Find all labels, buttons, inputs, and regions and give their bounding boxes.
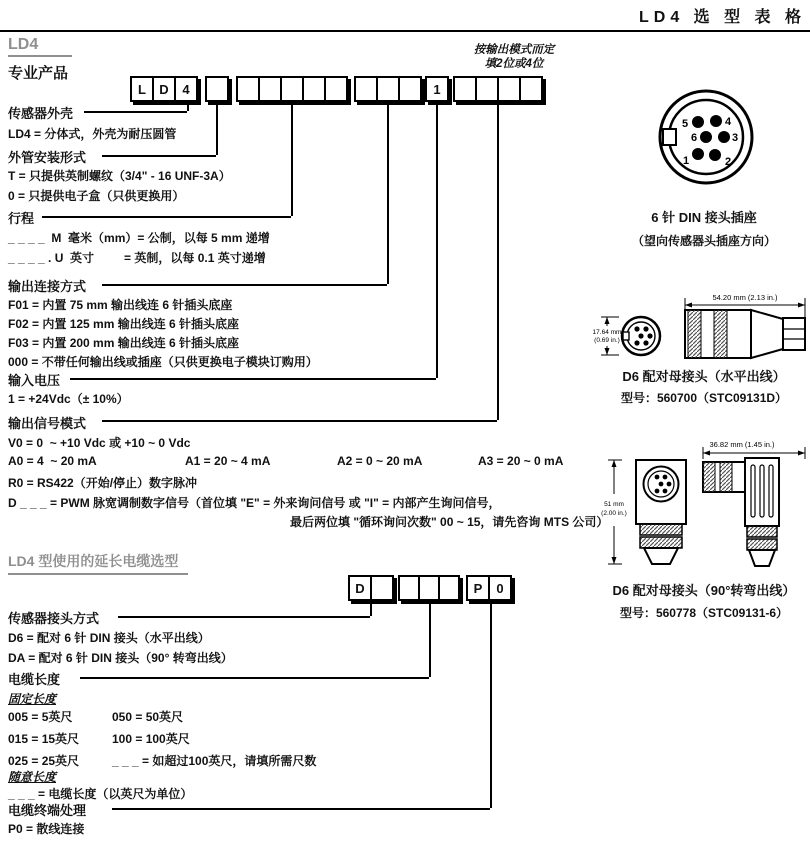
code-group-stroke bbox=[236, 76, 348, 102]
field-title-input-voltage: 输入电压 bbox=[8, 373, 61, 388]
field-title-cable-length: 电缆长度 bbox=[8, 672, 61, 687]
leader-line bbox=[80, 677, 429, 679]
leader-line bbox=[102, 420, 497, 422]
code-cell: L bbox=[138, 81, 146, 97]
leader-line bbox=[436, 102, 438, 378]
pin bbox=[634, 340, 639, 345]
pin bbox=[634, 326, 639, 331]
d6-angle-caption: D6 配对母接头（90°转弯出线） bbox=[612, 583, 796, 598]
code-cell bbox=[519, 78, 541, 100]
field-title-stroke: 行程 bbox=[8, 211, 35, 226]
leader-line bbox=[102, 155, 216, 157]
pin bbox=[718, 131, 730, 143]
leader-line bbox=[497, 102, 499, 420]
pin bbox=[643, 326, 648, 331]
subheading-fixed-length: 固定长度 bbox=[8, 692, 57, 706]
code-cell bbox=[370, 577, 392, 599]
box-note-line2: 填2位或4位 bbox=[484, 58, 544, 70]
din-socket-caption2: （望向传感器头插座方向） bbox=[631, 234, 776, 248]
header-rule bbox=[0, 30, 810, 32]
d6-angle-diagram bbox=[598, 438, 810, 570]
field-line: LD4 = 分体式，外壳为耐压圆管 bbox=[8, 127, 177, 141]
field-line: _ _ _ _ M 毫米（mm）= 公制，以每 5 mm 递增 bbox=[8, 231, 270, 245]
knurl-band bbox=[640, 537, 682, 548]
code-cell: 1 bbox=[433, 81, 441, 97]
dim-arrow bbox=[685, 303, 692, 308]
field-line: F03 = 内置 200 mm 输出线连 6 针插头底座 bbox=[8, 336, 240, 350]
leader-line bbox=[118, 616, 370, 618]
code-cell bbox=[497, 78, 519, 100]
code-cell bbox=[376, 78, 398, 100]
pin bbox=[659, 482, 664, 487]
pin bbox=[692, 116, 704, 128]
pin bbox=[663, 475, 668, 480]
field-line: V0 = 0 ~ +10 Vdc 或 +10 ~ 0 Vdc bbox=[8, 436, 191, 450]
subheading-custom-length: 随意长度 bbox=[8, 770, 57, 784]
field-line: DA = 配对 6 针 DIN 接头（90° 转弯出线） bbox=[8, 651, 233, 665]
dim-width-label: 36.82 mm (1.45 in.) bbox=[709, 440, 775, 449]
code-cell bbox=[324, 78, 346, 100]
code-group-cable-length bbox=[398, 575, 460, 601]
leader-line bbox=[370, 601, 372, 616]
knurl-band bbox=[714, 310, 727, 358]
code-cell: D bbox=[355, 580, 365, 596]
cable-end bbox=[783, 318, 805, 350]
keyway-notch bbox=[623, 332, 629, 340]
leader-line bbox=[112, 808, 490, 810]
leader-line bbox=[187, 102, 189, 111]
field-line: T = 只提供英制螺纹（3/4" - 16 UNF-3A） bbox=[8, 169, 231, 183]
section-tag-ld4: LD4 bbox=[8, 36, 72, 57]
field-line-analog: A3 = 20 ~ 0 mA bbox=[478, 454, 564, 468]
field-title-housing: 传感器外壳 bbox=[8, 106, 74, 121]
cable-length-option: 050 = 50英尺 bbox=[112, 710, 184, 724]
code-cell: P bbox=[473, 580, 483, 596]
body-groove bbox=[769, 465, 773, 517]
pin bbox=[710, 115, 722, 127]
field-title-mounting: 外管安装形式 bbox=[8, 150, 87, 165]
leader-line bbox=[102, 284, 387, 286]
pin bbox=[709, 149, 721, 161]
dim-height-label2: (2.00 in.) bbox=[601, 510, 627, 517]
pin bbox=[700, 131, 712, 143]
code-cell bbox=[207, 78, 227, 100]
field-line: 000 = 不带任何输出线或插座（只供更换电子模块订购用） bbox=[8, 355, 318, 369]
code-cell bbox=[400, 577, 418, 599]
code-cell bbox=[302, 78, 324, 100]
field-line: 0 = 只提供电子盒（只供更换用） bbox=[8, 189, 185, 203]
section-heading-cable: LD4 型使用的延长电缆选型 bbox=[8, 551, 188, 575]
body-taper bbox=[751, 310, 783, 358]
d6-straight-caption: D6 配对母接头（水平出线） bbox=[622, 369, 786, 384]
leader-line bbox=[490, 601, 492, 808]
code-cell bbox=[475, 78, 497, 100]
code-group-cable-termination bbox=[466, 575, 512, 601]
knurl-band bbox=[747, 539, 777, 550]
field-line: D _ _ _ = PWM 脉宽调制数字信号（首位填 "E" = 外来询问信号 或 "I" = 内部产生询问信号， bbox=[8, 496, 501, 510]
code-group-signal bbox=[453, 76, 543, 102]
cable-length-option: 100 = 100英尺 bbox=[112, 732, 190, 746]
body-taper bbox=[749, 550, 775, 566]
dim-arrow bbox=[605, 348, 610, 355]
body-groove bbox=[760, 465, 764, 517]
pin bbox=[647, 333, 652, 338]
leader-line bbox=[216, 102, 218, 155]
code-cell bbox=[455, 78, 475, 100]
code-cell: D bbox=[152, 78, 174, 100]
field-line: F01 = 内置 75 mm 输出线连 6 针插头底座 bbox=[8, 298, 233, 312]
code-cell bbox=[238, 78, 258, 100]
d6-angle-model: 型号：560778（STC09131-6） bbox=[619, 606, 789, 620]
pin bbox=[655, 489, 660, 494]
cable-length-option: 005 = 5英尺 bbox=[8, 710, 73, 724]
field-title-termination: 电缆终端处理 bbox=[8, 803, 87, 818]
code-cell: 4 bbox=[174, 78, 196, 100]
field-line: R0 = RS422（开始/停止）数字脉冲 bbox=[8, 476, 198, 490]
code-cell bbox=[438, 577, 458, 599]
knurl-band bbox=[720, 462, 732, 492]
dim-arrow bbox=[703, 451, 710, 456]
body-taper bbox=[644, 548, 678, 564]
pin-label: 4 bbox=[724, 116, 732, 128]
knurl-band bbox=[640, 524, 682, 535]
box-note-line1: 按输出模式而定 bbox=[473, 44, 555, 56]
field-line-analog: A0 = 4 ~ 20 mA bbox=[8, 454, 97, 468]
field-line: _ _ _ _ . U 英寸 = 英制，以每 0.1 英寸递增 bbox=[8, 251, 266, 265]
dim-height-label1: 51 mm bbox=[604, 501, 624, 508]
pin-label: 1 bbox=[682, 155, 690, 167]
dim-width-label: 54.20 mm (2.13 in.) bbox=[712, 293, 778, 302]
dim-arrow bbox=[798, 451, 805, 456]
box-note bbox=[448, 43, 580, 71]
dim-height-label1: 17.64 mm bbox=[592, 329, 622, 336]
din-socket-diagram bbox=[628, 80, 788, 195]
din-socket-caption: 6 针 DIN 接头插座 bbox=[651, 210, 757, 225]
cable-length-option: 025 = 25英尺 bbox=[8, 754, 80, 768]
field-line: P0 = 散线连接 bbox=[8, 822, 85, 836]
dim-arrow bbox=[605, 317, 610, 324]
field-title-output-signal: 输出信号模式 bbox=[8, 416, 87, 431]
pin-label: 3 bbox=[731, 132, 739, 144]
code-group-model bbox=[130, 76, 198, 102]
field-line: F02 = 内置 125 mm 输出线连 6 针插头底座 bbox=[8, 317, 240, 331]
leader-line bbox=[429, 601, 431, 677]
code-cell bbox=[356, 78, 376, 100]
code-cell bbox=[418, 577, 438, 599]
code-group-voltage bbox=[425, 76, 449, 102]
page-title: LD4 选 型 表 格 bbox=[638, 9, 806, 26]
dim-arrow bbox=[612, 460, 617, 467]
pin bbox=[655, 475, 660, 480]
leader-line bbox=[42, 216, 291, 218]
field-line-analog: A1 = 20 ~ 4 mA bbox=[185, 454, 271, 468]
code-group-mounting bbox=[205, 76, 229, 102]
dim-height-label2: (0.69 in.) bbox=[594, 337, 620, 344]
knurl-band bbox=[747, 526, 777, 537]
pin bbox=[663, 489, 668, 494]
field-title-connector-type: 传感器接头方式 bbox=[8, 611, 100, 626]
cable-length-option: 015 = 15英尺 bbox=[8, 732, 80, 746]
body-groove bbox=[751, 465, 755, 517]
pin bbox=[643, 340, 648, 345]
d6-straight-diagram bbox=[593, 292, 810, 364]
field-line: 1 = +24Vdc（± 10%） bbox=[8, 392, 129, 406]
leader-line bbox=[291, 102, 293, 216]
code-cell bbox=[258, 78, 280, 100]
pin-label: 2 bbox=[724, 156, 732, 168]
cable-length-option: _ _ _ = 如超过100英尺，请填所需尺数 bbox=[112, 754, 317, 768]
knurl-band bbox=[703, 462, 715, 492]
leader-line bbox=[70, 378, 436, 380]
code-cell bbox=[398, 78, 420, 100]
leader-line bbox=[84, 111, 187, 113]
pin bbox=[692, 148, 704, 160]
code-group-output-connection bbox=[354, 76, 422, 102]
pin-label: 5 bbox=[681, 118, 689, 130]
field-line: _ _ _ = 电缆长度（以英尺为单位） bbox=[8, 787, 193, 801]
dim-arrow bbox=[612, 557, 617, 564]
field-line-analog: A2 = 0 ~ 20 mA bbox=[337, 454, 423, 468]
code-cell bbox=[280, 78, 302, 100]
code-group-cable-connector bbox=[348, 575, 394, 601]
field-line: D6 = 配对 6 针 DIN 接头（水平出线） bbox=[8, 631, 210, 645]
knurl-band bbox=[688, 310, 701, 358]
pin bbox=[667, 482, 672, 487]
leader-line bbox=[387, 102, 389, 284]
field-line: 最后两位填 "循环询问次数" 00 ~ 15，请先咨询 MTS 公司） bbox=[290, 515, 609, 529]
field-title-output-connection: 输出连接方式 bbox=[8, 279, 87, 294]
pin-label: 6 bbox=[690, 132, 698, 144]
d6-straight-model: 型号：560700（STC09131D） bbox=[620, 391, 788, 405]
socket-keyway-notch bbox=[663, 129, 676, 145]
pin bbox=[638, 333, 643, 338]
dim-arrow bbox=[798, 303, 805, 308]
code-cell: 0 bbox=[488, 577, 510, 599]
section-subtitle: 专业产品 bbox=[8, 65, 69, 82]
